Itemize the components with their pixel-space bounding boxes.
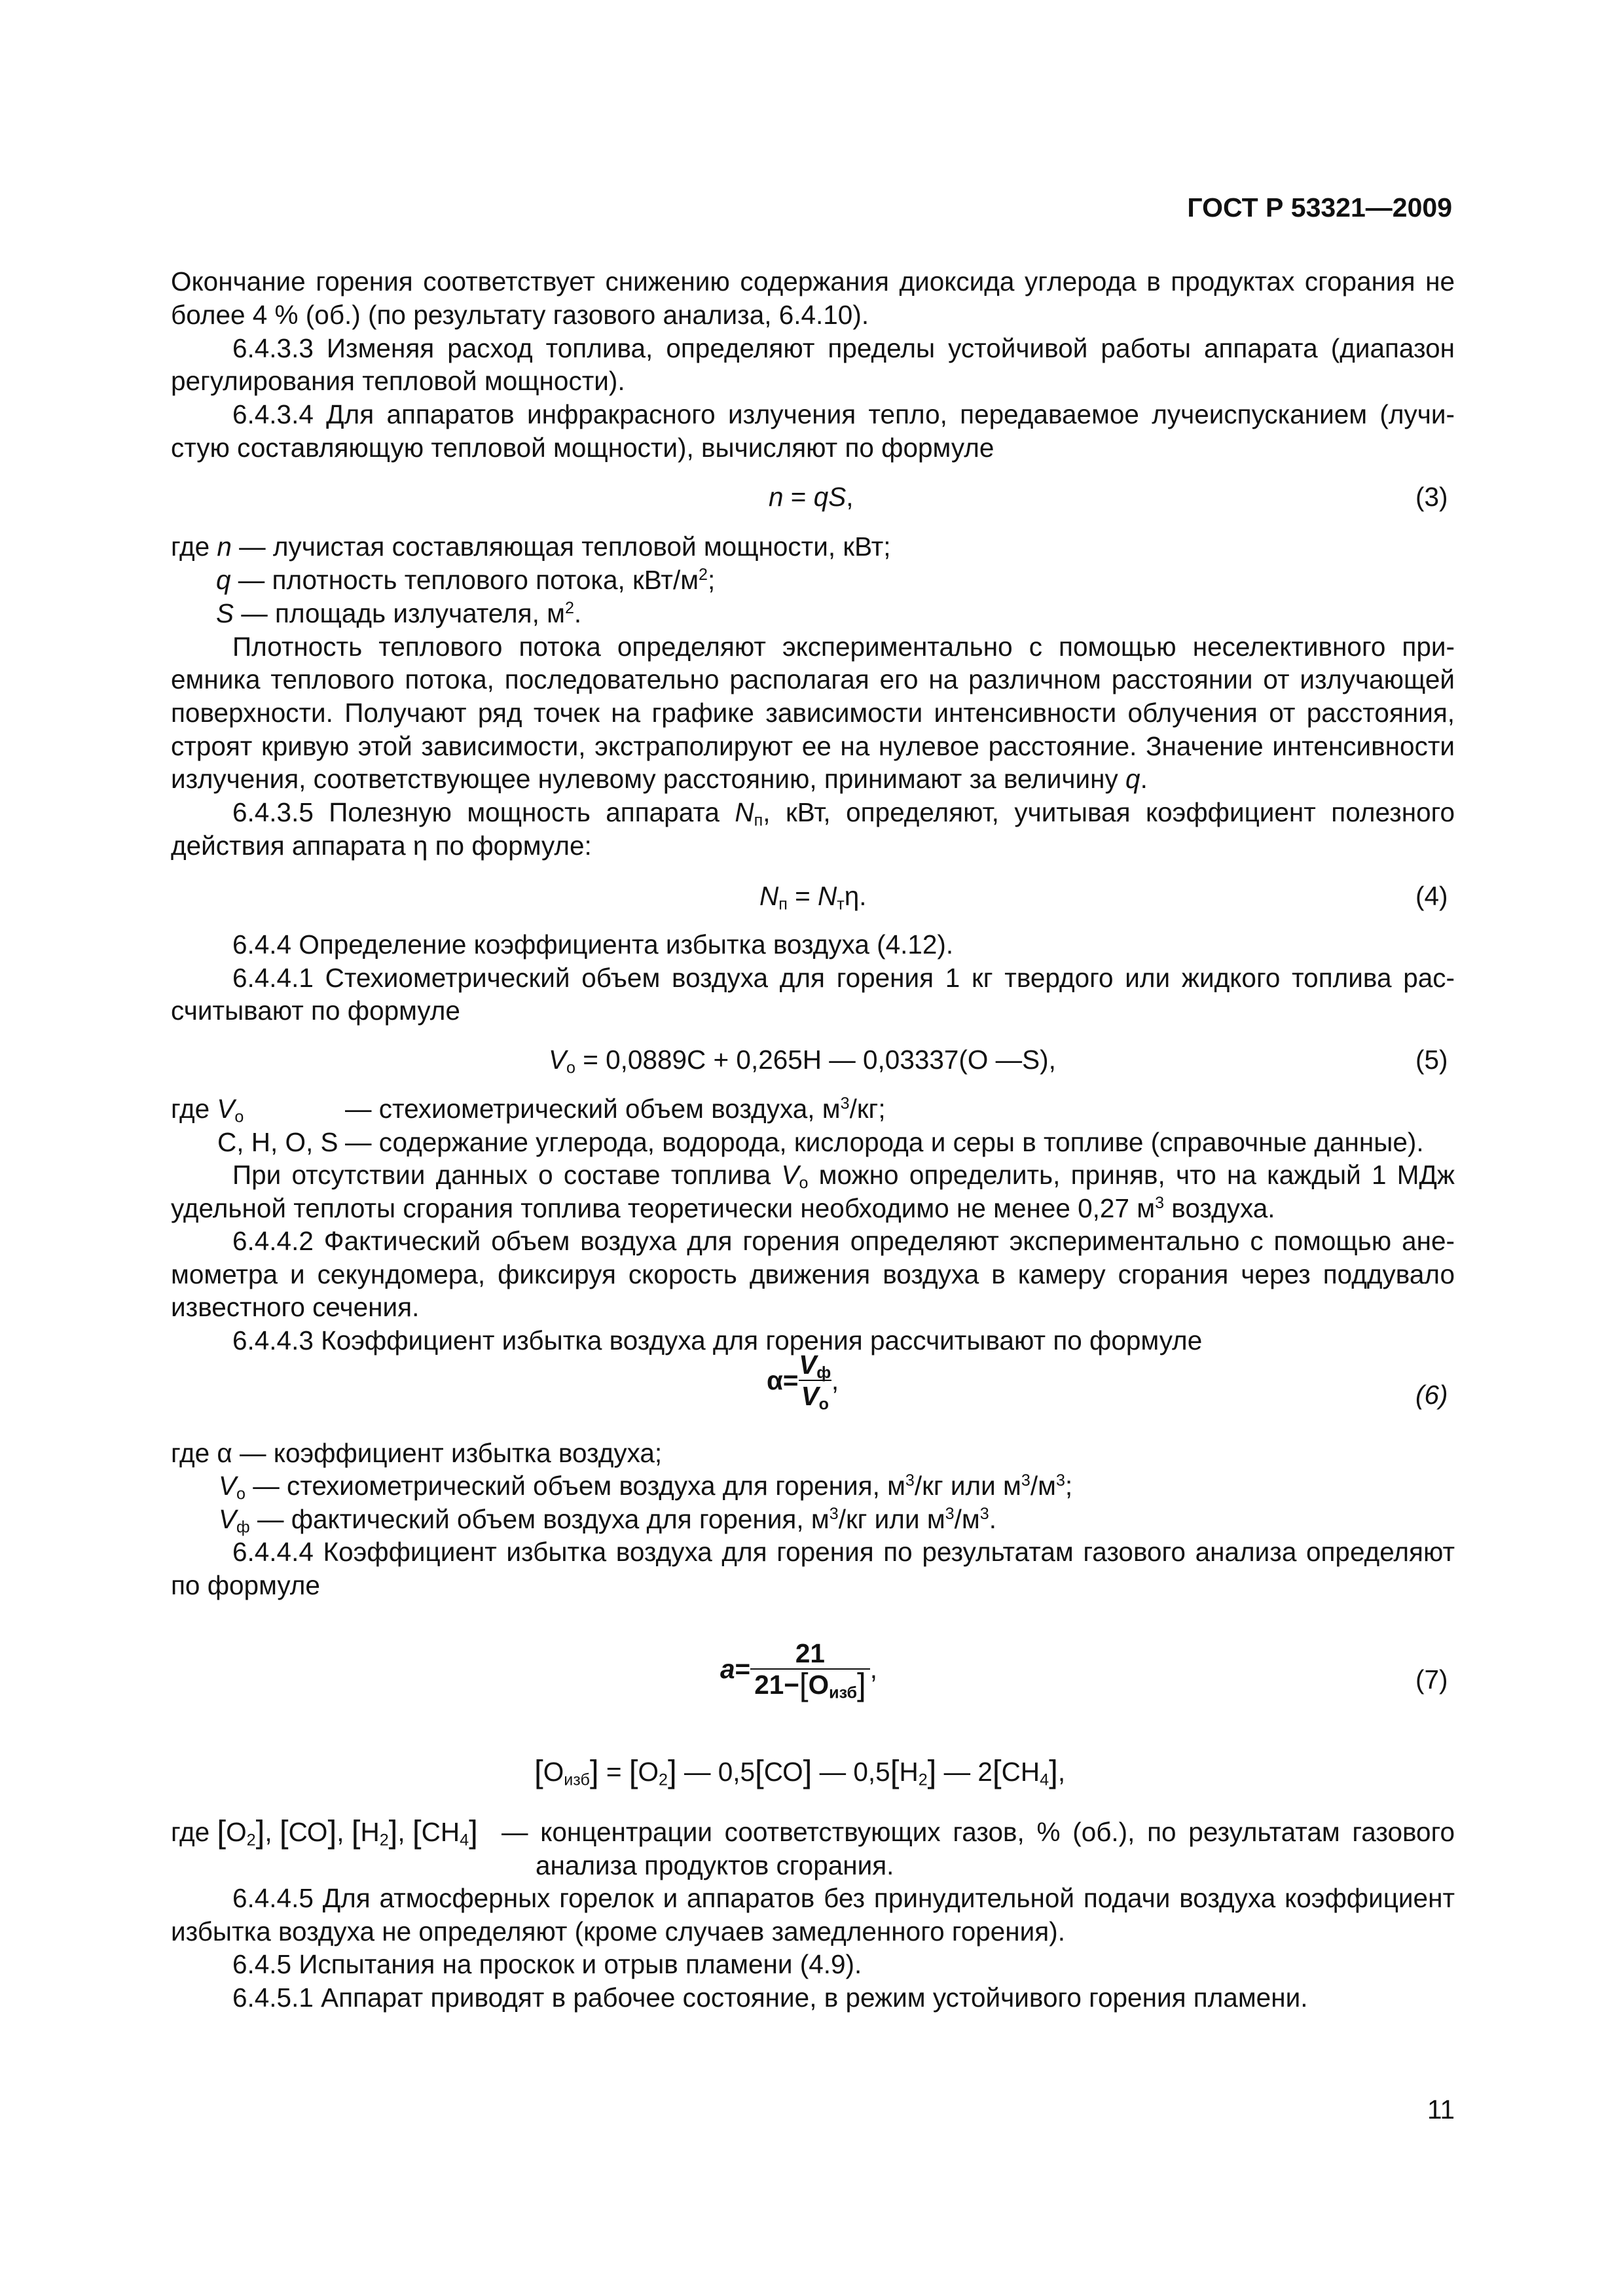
eq-symbol: V: [799, 1350, 817, 1380]
bracket: [: [799, 1666, 809, 1703]
numerator: 21: [795, 1638, 825, 1668]
paragraph-line: по формуле: [171, 1570, 320, 1600]
where-line: [345, 1092, 886, 1125]
subscript: 2: [918, 1770, 928, 1789]
eq-text: 21: [754, 1670, 784, 1700]
subscript: ф: [236, 1518, 250, 1537]
eq-text: ,: [264, 1817, 280, 1847]
where-label: где: [171, 531, 217, 562]
fraction: [799, 1350, 831, 1414]
superscript: 3: [829, 1505, 839, 1524]
denominator: [750, 1666, 870, 1703]
bracket: [: [890, 1753, 900, 1790]
eq-text: — 0,5: [812, 1757, 890, 1787]
eq-text: ,: [846, 482, 854, 512]
paragraph-line: известного сечения.: [171, 1292, 420, 1322]
where-line: [171, 530, 891, 563]
paragraph-text: излучения, соответствующее нулевому расстоянию, принимают за величину: [171, 764, 1126, 794]
eq-text: — 2: [936, 1757, 993, 1787]
paragraph-line: 6.4.4.4 Коэффициент избытка воздуха для горения по результатам газового анализа определяют: [232, 1537, 1455, 1567]
variable-symbol: СО: [288, 1817, 328, 1847]
variable-symbol: S: [216, 598, 234, 628]
eq-symbol: N: [818, 881, 837, 911]
bracket: ]: [388, 1814, 398, 1850]
section-heading: 6.4.4 Определение коэффициента избытка воздуха (4.12).: [232, 929, 954, 960]
variable-symbol: q: [216, 565, 231, 595]
bracket: ]: [803, 1753, 812, 1790]
eq-symbol: О: [638, 1757, 659, 1787]
section-heading: 6.4.5 Испытания на проскок и отрыв пламени (4.9).: [232, 1949, 862, 1979]
where-label: где: [171, 1094, 217, 1124]
bracket: [: [279, 1814, 289, 1850]
equation-7b: [534, 1755, 1065, 1788]
subscript: п: [754, 811, 763, 830]
paragraph-line: считывают по формуле: [171, 996, 460, 1026]
fraction: [750, 1638, 870, 1703]
definition-text: .: [989, 1504, 996, 1534]
bracket: ]: [327, 1814, 337, 1850]
subscript: о: [818, 1395, 829, 1414]
bracket: ]: [469, 1814, 478, 1850]
eq-text: =: [787, 881, 818, 911]
paragraph-line: более 4 % (об.) (по результату газового анализа, 6.4.10).: [171, 300, 869, 330]
equation-number: (4): [1415, 881, 1448, 911]
eq-symbol: О: [543, 1757, 564, 1787]
eq-symbol: q: [813, 482, 829, 512]
variable-symbol: С, Н, О, S: [217, 1127, 338, 1157]
superscript: 2: [699, 565, 708, 584]
eq-text: −: [784, 1670, 799, 1700]
eq-symbol: n: [769, 482, 784, 512]
definition-text: /кг;: [849, 1094, 886, 1124]
bracket: ]: [856, 1666, 866, 1703]
where-label: где: [171, 1438, 217, 1468]
bracket: ]: [1049, 1753, 1058, 1790]
eq-text: ,: [337, 1817, 352, 1847]
subscript: о: [799, 1174, 809, 1193]
definition-text: ;: [1065, 1471, 1073, 1501]
paragraph-line: 6.4.4.5 Для атмосферных горелок и аппаратов без принудительной подачи воздуха коэффициент: [232, 1883, 1455, 1913]
definition-text: — стехиометрический объем воздуха, м: [345, 1094, 841, 1124]
variable-symbol: q: [1125, 764, 1140, 794]
eq-symbol: СО: [763, 1757, 803, 1787]
paragraph-line: мометра и секундомера, фиксируя скорость движения воздуха в камеру сгорания через поддувало: [171, 1259, 1455, 1289]
where-line: [171, 1437, 662, 1469]
superscript: 3: [979, 1505, 989, 1524]
eq-symbol: α: [767, 1365, 783, 1395]
where-line: [171, 1816, 478, 1848]
paragraph-line: строят кривую этой зависимости, экстраполируют ее на нулевое расстояние. Значение интенсивности: [171, 731, 1455, 761]
definition-text: /кг или м: [914, 1471, 1021, 1501]
variable-symbol: α: [217, 1438, 232, 1468]
where-line: [345, 1126, 1424, 1158]
paragraph-text: .: [1140, 764, 1148, 794]
equation-number: (5): [1415, 1045, 1448, 1075]
bracket: ]: [255, 1814, 265, 1850]
paragraph-line: [232, 1158, 1455, 1191]
superscript: 3: [1021, 1471, 1030, 1490]
bracket: [: [217, 1814, 227, 1850]
equation-5: [549, 1043, 1056, 1076]
paragraph-text: , кВт, определяют, учитывая коэффициент полезного: [763, 797, 1455, 827]
eq-symbol: Н: [899, 1757, 919, 1787]
variable-symbol: V: [781, 1160, 799, 1190]
paragraph-line: регулирования тепловой мощности).: [171, 366, 625, 396]
eq-text: =: [782, 1365, 799, 1395]
variable-symbol: V: [217, 1094, 235, 1124]
paragraph-line: Окончание горения соответствует снижению содержания диоксида углерода в продуктах сгорания не: [171, 266, 1455, 296]
eq-text: =: [735, 1654, 751, 1684]
variable-symbol: Н: [360, 1817, 380, 1847]
paragraph-line: [171, 762, 1148, 795]
where-line: анализа продуктов сгорания.: [536, 1850, 894, 1880]
paragraph-line: Плотность теплового потока определяют экспериментально с помощью неселективного при-: [232, 632, 1455, 662]
bracket: [: [534, 1753, 543, 1790]
eq-text: ,: [869, 1654, 877, 1684]
equation-number: (6): [1415, 1380, 1448, 1410]
bracket: [: [629, 1753, 638, 1790]
superscript: 3: [1155, 1194, 1165, 1213]
definition-text: — плотность теплового потока, кВт/м: [230, 565, 699, 595]
where-line: [217, 1126, 338, 1158]
bracket: [: [992, 1753, 1002, 1790]
eq-text: ,: [1057, 1757, 1066, 1787]
paragraph-line: 6.4.4.2 Фактический объем воздуха для горения определяют экспериментально с помощью ане-: [232, 1226, 1455, 1256]
paragraph-line: 6.4.4.3 Коэффициент избытка воздуха для горения рассчитывают по формуле: [232, 1325, 1203, 1355]
subscript: 4: [460, 1831, 469, 1850]
variable-symbol: СН: [421, 1817, 460, 1847]
eq-text: η.: [844, 881, 867, 911]
equation-number: (7): [1415, 1664, 1448, 1695]
variable-symbol: N: [735, 797, 754, 827]
definition-text: ;: [708, 565, 716, 595]
subscript: 2: [659, 1770, 668, 1789]
eq-text: ,: [397, 1817, 412, 1847]
bracket: ]: [589, 1753, 599, 1790]
definition-text: — стехиометрический объем воздуха для горения, м: [245, 1471, 905, 1501]
paragraph-line: [232, 796, 1455, 829]
subscript: 4: [1040, 1770, 1049, 1789]
where-line: [171, 1092, 244, 1125]
equation-number: (3): [1415, 482, 1448, 512]
paragraph-text: можно определить, приняв, что на каждый 1 МДж: [808, 1160, 1455, 1190]
paragraph-text: 6.4.3.5 Полезную мощность аппарата: [232, 797, 735, 827]
equation-4: [759, 880, 867, 912]
denominator: [799, 1380, 831, 1414]
subscript: о: [236, 1484, 246, 1503]
superscript: 3: [840, 1094, 850, 1113]
subscript: 2: [246, 1831, 256, 1850]
bracket: ]: [927, 1753, 937, 1790]
where-line: [219, 1503, 996, 1535]
definition-text: /кг или м: [838, 1504, 945, 1534]
eq-symbol: a: [720, 1654, 735, 1684]
paragraph-text: удельной теплоты сгорания топлива теоретически необходимо не менее 0,27 м: [171, 1193, 1156, 1223]
definition-text: — коэффициент избытка воздуха;: [232, 1438, 663, 1468]
page-number: 11: [1427, 2094, 1455, 2125]
paragraph-line: [171, 1192, 1275, 1225]
equation-7: [720, 1638, 877, 1703]
where-label: где: [171, 1817, 217, 1847]
definition-text: — лучистая составляющая тепловой мощности, кВт;: [231, 531, 891, 562]
equation-3: [769, 480, 854, 513]
eq-symbol: О: [808, 1670, 830, 1700]
where-line: [219, 1469, 1072, 1502]
paragraph-line: избытка воздуха не определяют (кроме случаев замедленного горения).: [171, 1916, 1065, 1946]
bracket: ]: [668, 1753, 677, 1790]
superscript: 3: [1055, 1471, 1065, 1490]
subscript: т: [837, 895, 845, 914]
paragraph-text: воздуха.: [1164, 1193, 1275, 1223]
paragraph-line: 6.4.3.4 Для аппаратов инфракрасного излучения тепло, передаваемое лучеиспусканием (лучи-: [232, 399, 1455, 429]
subscript: изб: [829, 1683, 857, 1702]
eq-text: = 0,0889С + 0,265Н — 0,03337(О —S),: [575, 1045, 1056, 1075]
where-line: [216, 597, 581, 630]
variable-symbol: n: [217, 531, 232, 562]
definition-text: — фактический объем воздуха для горения, м: [249, 1504, 830, 1534]
eq-text: — 0,5: [676, 1757, 756, 1787]
bracket: [: [351, 1814, 361, 1850]
subscript: о: [566, 1058, 575, 1077]
paragraph-line: поверхности. Получают ряд точек на графике зависимости интенсивности облучения от расстояния,: [171, 698, 1455, 728]
eq-symbol: S: [828, 482, 847, 512]
superscript: 3: [945, 1505, 955, 1524]
paragraph-line: 6.4.5.1 Аппарат приводят в рабочее состояние, в режим устойчивого горения пламени.: [232, 1982, 1308, 2013]
definition-text: /м: [954, 1504, 980, 1534]
subscript: о: [234, 1107, 244, 1126]
subscript: 2: [379, 1831, 389, 1850]
where-line: [216, 564, 715, 596]
bracket: [: [755, 1753, 764, 1790]
paragraph-line: стую составляющую тепловой мощности), вычисляют по формуле: [171, 433, 994, 463]
superscript: 3: [905, 1471, 915, 1490]
definition-text: .: [574, 598, 582, 628]
paragraph-line: 6.4.4.1 Стехиометрический объем воздуха для горения 1 кг твердого или жидкого топлива рас-: [232, 963, 1455, 993]
paragraph-line: 6.4.3.3 Изменяя расход топлива, определяют пределы устойчивой работы аппарата (диапазон: [232, 333, 1455, 363]
where-line: — концентрации соответствующих газов, % (об.), по результатам газового: [501, 1817, 1455, 1847]
subscript: ф: [816, 1363, 831, 1382]
numerator: [799, 1350, 831, 1380]
bracket: [: [412, 1814, 422, 1850]
eq-symbol: V: [549, 1045, 567, 1075]
paragraph-text: При отсутствии данных о составе топлива: [232, 1160, 782, 1190]
eq-text: =: [783, 482, 814, 512]
document-header: ГОСТ Р 53321—2009: [1187, 192, 1452, 223]
equation-6: [767, 1350, 839, 1414]
definition-text: — площадь излучателя, м: [234, 598, 565, 628]
definition-text: — содержание углерода, водорода, кислорода и серы в топливе (справочные данные).: [345, 1127, 1424, 1157]
paragraph-line: действия аппарата η по формуле:: [171, 831, 592, 861]
eq-symbol: N: [759, 881, 779, 911]
paragraph-line: емника теплового потока, последовательно располагая его на различном расстоянии от излучающей: [171, 664, 1455, 694]
variable-symbol: V: [219, 1471, 237, 1501]
eq-text: ,: [831, 1365, 839, 1395]
subscript: п: [778, 895, 788, 914]
variable-symbol: О: [226, 1817, 247, 1847]
variable-symbol: V: [219, 1504, 237, 1534]
eq-symbol: СН: [1001, 1757, 1040, 1787]
subscript: изб: [564, 1770, 590, 1789]
eq-text: =: [598, 1757, 629, 1787]
eq-symbol: V: [801, 1381, 819, 1411]
superscript: 2: [564, 599, 574, 618]
definition-text: /м: [1030, 1471, 1056, 1501]
